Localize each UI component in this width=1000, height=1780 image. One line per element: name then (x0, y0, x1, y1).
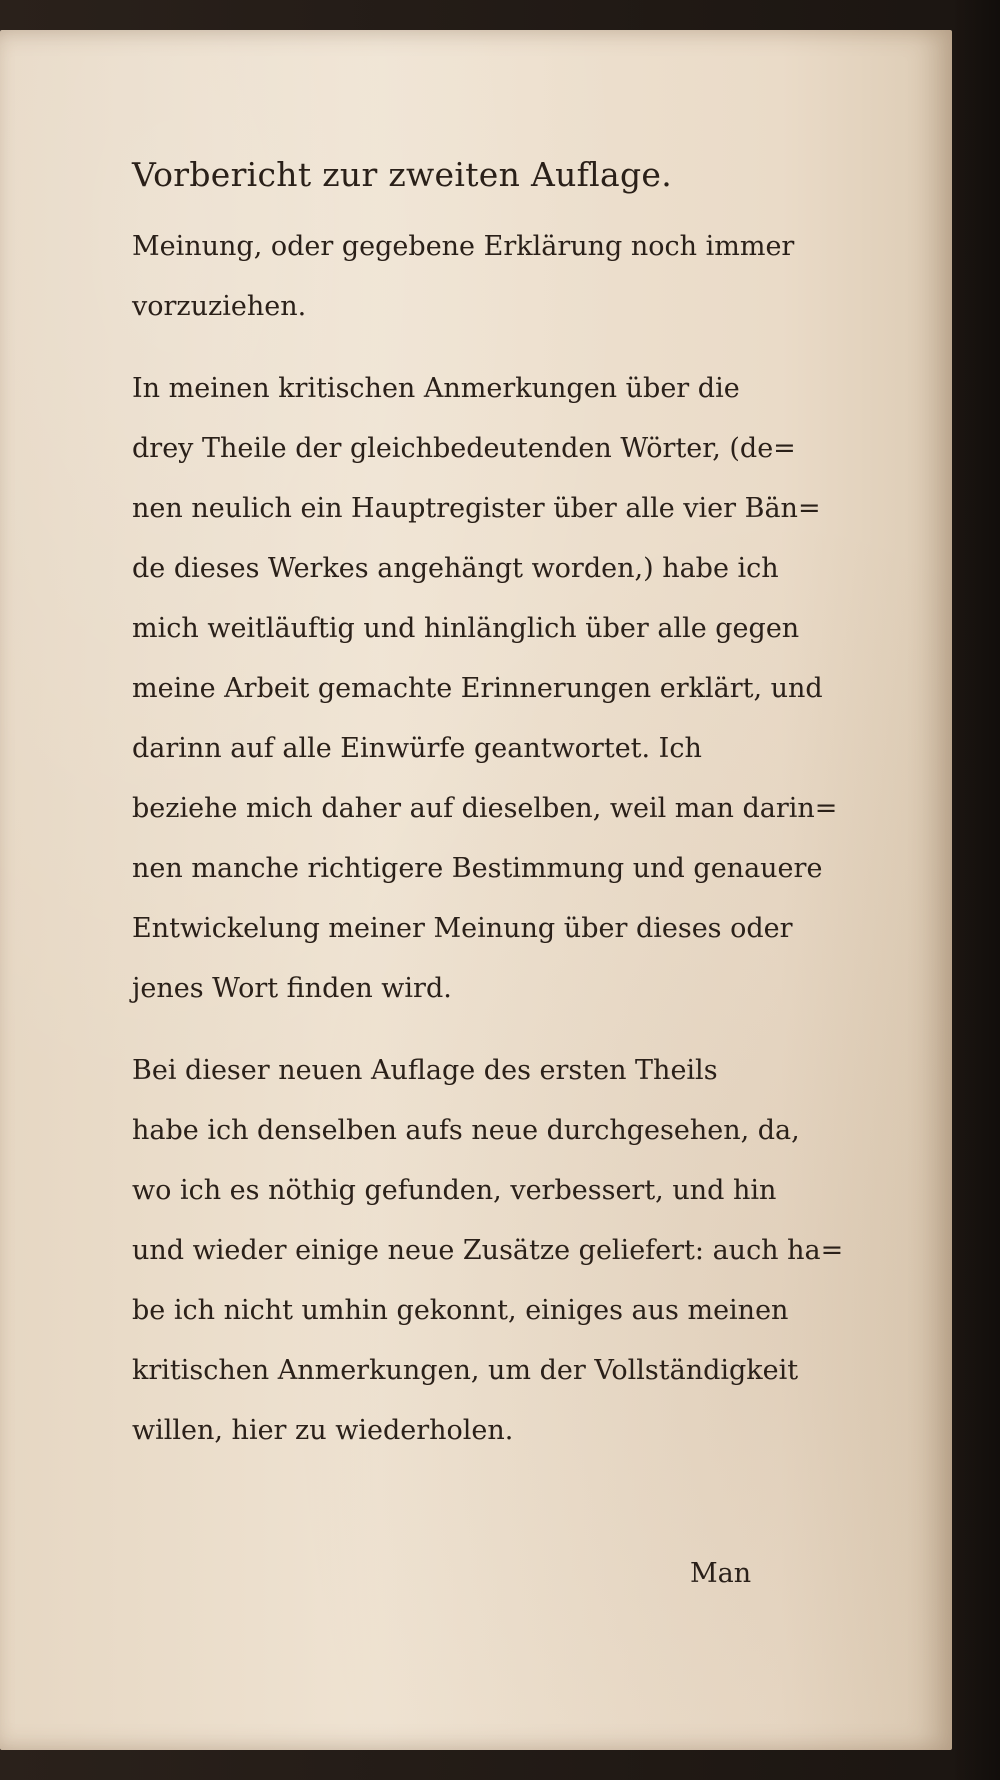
text-line: darinn auf alle Einwürfe geantwortet. Ich (132, 733, 702, 764)
text-line: und wieder einige neue Zusätze geliefert: auch ha= (132, 1235, 844, 1266)
text-line: vorzuziehen. (132, 291, 307, 322)
paragraph-3 (132, 1041, 844, 1461)
text-line: beziehe mich daher auf dieselben, weil man darin= (132, 793, 838, 824)
paragraph-2 (132, 359, 838, 1019)
text-line: habe ich denselben aufs neue durchgesehen, da, (132, 1115, 800, 1146)
text-line: be ich nicht umhin gekonnt, einiges aus meinen (132, 1295, 789, 1326)
text-line: wo ich es nöthig gefunden, verbessert, und hin (132, 1175, 777, 1206)
paragraph-1 (132, 217, 795, 337)
text-line: de dieses Werkes angehängt worden,) habe ich (132, 553, 779, 584)
text-line: kritischen Anmerkungen, um der Vollständigkeit (132, 1355, 799, 1386)
catchword: Man (690, 1558, 752, 1589)
text-line: meine Arbeit gemachte Erinnerungen erklärt, und (132, 673, 823, 704)
text-line: Bei dieser neuen Auflage des ersten Theils (132, 1055, 718, 1086)
text-line: mich weitläuftig und hinlänglich über alle gegen (132, 613, 800, 644)
page-text (132, 145, 844, 1483)
text-line: In meinen kritischen Anmerkungen über die (132, 373, 740, 404)
text-line: Meinung, oder gegebene Erklärung noch immer (132, 231, 795, 262)
text-line: drey Theile der gleichbedeutenden Wörter, (de= (132, 433, 796, 464)
page-header: Vorbericht zur zweiten Auflage. (132, 155, 673, 194)
text-line: jenes Wort finden wird. (132, 973, 452, 1004)
text-line: nen manche richtigere Bestimmung und genauere (132, 853, 823, 884)
text-line: willen, hier zu wiederholen. (132, 1415, 514, 1446)
book-page (0, 30, 952, 1750)
text-line: nen neulich ein Hauptregister über alle vier Bän= (132, 493, 821, 524)
text-line: Entwickelung meiner Meinung über dieses oder (132, 913, 793, 944)
page-edge-shadow (952, 0, 1000, 1780)
